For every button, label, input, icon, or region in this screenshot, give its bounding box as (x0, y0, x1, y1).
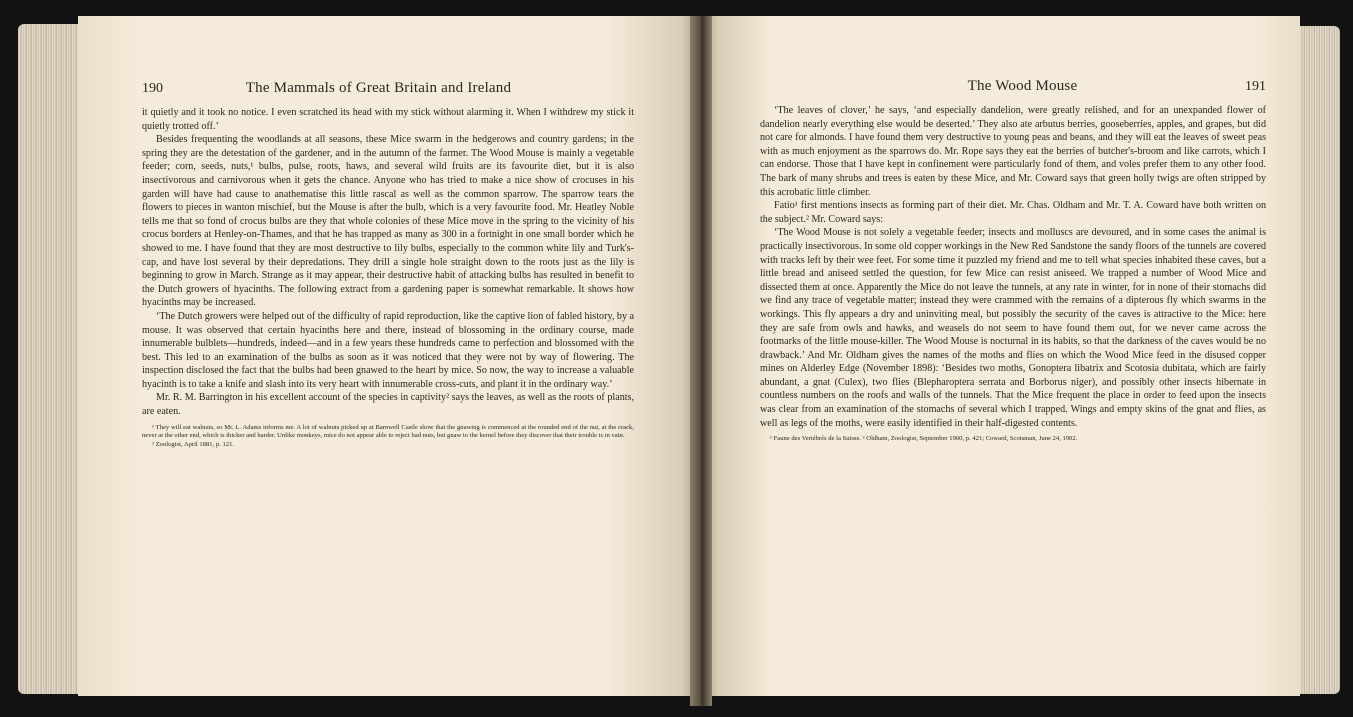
left-running-title: The Mammals of Great Britain and Ireland (245, 80, 512, 96)
right-paragraph: ‘The Wood Mouse is not solely a vegetable feeder; insects and molluscs are devoured, and in some cases the animal is practically insectivorous. In some old copper workings in the New Red Sandstone the sandy floors of the tunnels are covered with tracks left by their wee feet. For some time it puzzled my friend and me to tell what species inhabited these caves, but a little bread and aniseed settled the question, for few Mice can resist aniseed. We trapped a number of Wood Mice and dissected them at once. Apparently the Mice do not leave the tunnels, at any rate in winter, for in none of their stomachs did we find any trace of vegetable matter; instead they were crammed with the remains of a dipterous fly which swarms in the workings. This fly appears a dry and uninviting meal, but possibly the security of the caves is attractive to the Mice: here they are safe from owls and hawks, and weasels do not seem to have found them out, for we never came across the footmarks of the little mouse-killer. The Wood Mouse is nocturnal in its habits, so that the darkness of the caves would be no drawback.’ And Mr. Oldham gives the names of the moths and flies on which the Wood Mice feed in the disused copper mines on Alderley Edge (November 1898): ‘Besides two moths, Gonoptera libatrix and Scotosia dubitata, which are fairly abundant, a gnat (Culex), two flies (Blepharoptera serrata and Borborus niger), and possibly other insects hibernate in countless numbers on the roofs and walls of the tunnels. That the Mice frequent the place in order to feed upon the insects was clear from an examination of the stomachs of several which I trapped. Wings and empty skins of the gnat and flies, as well as legs of the moths, were easily identified in their half-digested contents. (760, 227, 1266, 429)
right-footnote: ¹ Faune des Vertébrés de la Suisse. ² Oldham, Zoologist, September 1900, p. 421; Coward, Scotsman, June 24, 1902. (770, 435, 1078, 443)
right-running-head (760, 78, 1266, 98)
left-paragraph: it quietly and it took no notice. I even scratched its head with my stick without alarming it. When I withdrew my stick it quietly trotted off.’ (142, 107, 634, 132)
right-page-number: 191 (1245, 79, 1266, 94)
left-page-text (142, 80, 634, 449)
right-paragraph: ‘The leaves of clover,’ he says, ‘and especially dandelion, were greatly relished, and for an unexpanded flower of dandelion nearly everything else would be deserted.’ They also ate arbutus berries, gooseberries, apples, and grapes, but did not care for almonds. I have found them very destructive to young peas and beans, and they will eat the leaves of sweet peas with as much enjoyment as the sparrows do. Mr. Rope says they eat the berries of butcher's-broom and like carrots, which I can endorse. Those that I have kept in confinement were particularly fond of them, and voles prefer them to any other food. The bark of many shrubs and trees is eaten by these Mice, and Mr. Coward says that green holly twigs are often stripped by this acrobatic little climber. (760, 105, 1266, 198)
left-footnote: ¹ They will eat walnuts, so Mr. L. Adams informs me. A lot of walnuts picked up at Barnwell Castle show that the gnawing is commenced at the rounded end of the nut, at the crack, never at the other end, which is thicker and harder. Unlike monkeys, mice do not appear able to reject bad nuts, but gnaw to the kernel before they discover that their trouble is in vain. (142, 423, 634, 440)
right-paragraph: Fatio¹ first mentions insects as forming part of their diet. Mr. Chas. Oldham and Mr. T. A. Coward have both written on the subject.² Mr. Coward says: (760, 200, 1266, 225)
left-paragraph: Mr. R. M. Barrington in his excellent account of the species in captivity² says the leaves, as well as the roots of plants, are eaten. (142, 392, 634, 418)
left-footnote: ² Zoologist, April 1881, p. 121. (152, 440, 235, 448)
book-gutter (690, 16, 712, 706)
left-running-head (142, 80, 634, 100)
left-paragraph: ‘The Dutch growers were helped out of the difficulty of rapid reproduction, like the captive lion of fabled history, by a mouse. It was observed that certain hyacinths here and there, instead of blossoming in the ordinary course, made innumerable bulblets—hundreds, indeed—and in a few years these hundreds came to perfection and blossomed with the best. This led to an examination of the bulbs as soon as it was noticed that they were not by way of flowering. The inspection disclosed the fact that the bulbs had been gnawed to the heart by mice. So now, the way to increase a valuable hyacinth is to take a knife and slash into its very heart with innumerable cross-cuts, and plant it in the ordinary way.’ (142, 310, 634, 390)
right-page-text (760, 78, 1266, 443)
left-paragraph: Besides frequenting the woodlands at all seasons, these Mice swarm in the hedgerows and country gardens; in the spring they are the detestation of the gardener, and in the autumn of the farmer. The Wood Mouse is mainly a vegetable feeder; corn, seeds, nuts,¹ bulbs, pulse, roots, haws, and several wild fruits are its favourite diet, but it is also insectivorous and carnivorous when it gets the chance. Anyone who has tried to make a nice show of crocuses in his garden will have had cause to anathematise this little rascal as well as the common sparrow. The sparrow tears the flowers to pieces in wanton mischief, but the Mouse is after the bulb, which is a very favourite food. Mr. Heatley Noble tells me that so fond of crocus bulbs are they that whole colonies of these Mice move in the spring to the vicinity of his crocus borders at Henley-on-Thames, and that he has trapped as many as 300 in a fortnight in one small border which he showed to me. I have found that they are most destructive to lily bulbs, especially to the common white lily and Turk's-cap, and have lost several by their depredations. They drill a single hole straight down to the roots just as the lily is beginning to grow in March. Strange as it may appear, their destructive habit of attacking bulbs has resulted in benefit to the Dutch growers of hyacinths. The following extract from a gardening paper is somewhat remarkable. It shows how hyacinths may be increased. (142, 134, 634, 309)
left-page-number: 190 (142, 81, 163, 96)
right-running-title: The Wood Mouse (967, 78, 1078, 94)
